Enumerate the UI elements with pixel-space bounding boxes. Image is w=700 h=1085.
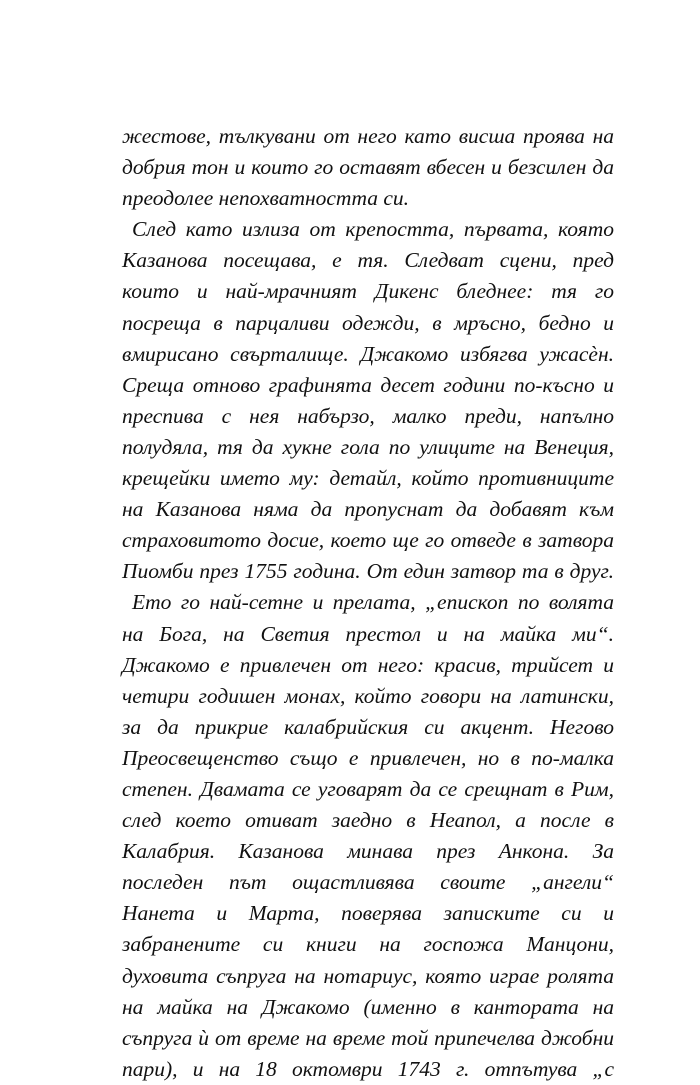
body-text: [122, 121, 614, 1085]
text-line: пари), и на 18 октомври 1743 г. отпътува „с: [122, 1056, 614, 1081]
text-line: които и най-мрачният Дикенс бледнее: тя го: [122, 279, 614, 304]
text-line: забранените си книги на госпожа Манцони,: [122, 932, 614, 957]
text-line: посреща в парцаливи одежди, в мръсно, бедно и: [122, 310, 614, 335]
text-line: полудяла, тя да хукне гола по улиците на Венеция,: [122, 434, 614, 459]
text-line: преодолее непохватността си.: [122, 186, 410, 211]
text-line: степен. Двамата се уговарят да се срещнат в Рим,: [122, 776, 614, 801]
text-line: на майка на Джакомо (именно в канторатa на: [122, 994, 614, 1019]
text-line: Ето го най-сетне и прелата, „епископ по волята: [132, 590, 614, 615]
text-line: Казанова посещава, е тя. Следват сцени, пред: [122, 248, 614, 273]
text-line: жестове, тълкувани от него като висша проява на: [122, 124, 614, 148]
text-line: Преосвещенство също е привлечен, но в по-малка: [122, 745, 614, 770]
text-line: на Бога, на Светия престол и на майка ми“.: [122, 621, 614, 646]
text-line: на Казанова няма да пропуснат да добавят към: [122, 497, 614, 522]
text-line: съпруга ѝ от време на време той припечелва джобни: [122, 1025, 614, 1050]
text-line: последен път ощастливява своите „ангели“: [122, 870, 614, 895]
text-line: След като излиза от крепостта, първата, която: [132, 217, 614, 242]
text-line: Нанета и Марта, поверява записките си и: [122, 901, 614, 926]
text-line: духовита съпруга на нотариус, която играе ролята: [122, 963, 614, 988]
text-line: страховитото досие, което ще го отведе в затвора: [122, 528, 614, 553]
text-line: Пиомби през 1755 година. От един затвор та в друг.: [122, 559, 614, 584]
text-line: добрия тон и които го оставят вбесен и безсилен да: [122, 155, 614, 180]
text-line: преспива с нея набързо, малко преди, напълно: [122, 403, 614, 428]
text-line: Среща отново графинята десет години по-късно и: [122, 372, 614, 397]
text-line: след което отиват заедно в Неапол, а после в: [122, 808, 614, 833]
text-line: Калабрия. Казанова минава през Анкона. За: [122, 839, 614, 864]
text-line: Джакомо е привлечен от него: красив, трийсет и: [122, 652, 614, 677]
text-line: четири годишен монах, който говори на латински,: [122, 683, 614, 708]
text-line: крещейки името му: детайл, който противниците: [122, 466, 614, 491]
text-line: вмирисано свърталище. Джакомо избягва ужасѐн.: [122, 341, 614, 366]
text-line: за да прикрие калабрийския си акцент. Негово: [122, 714, 614, 739]
